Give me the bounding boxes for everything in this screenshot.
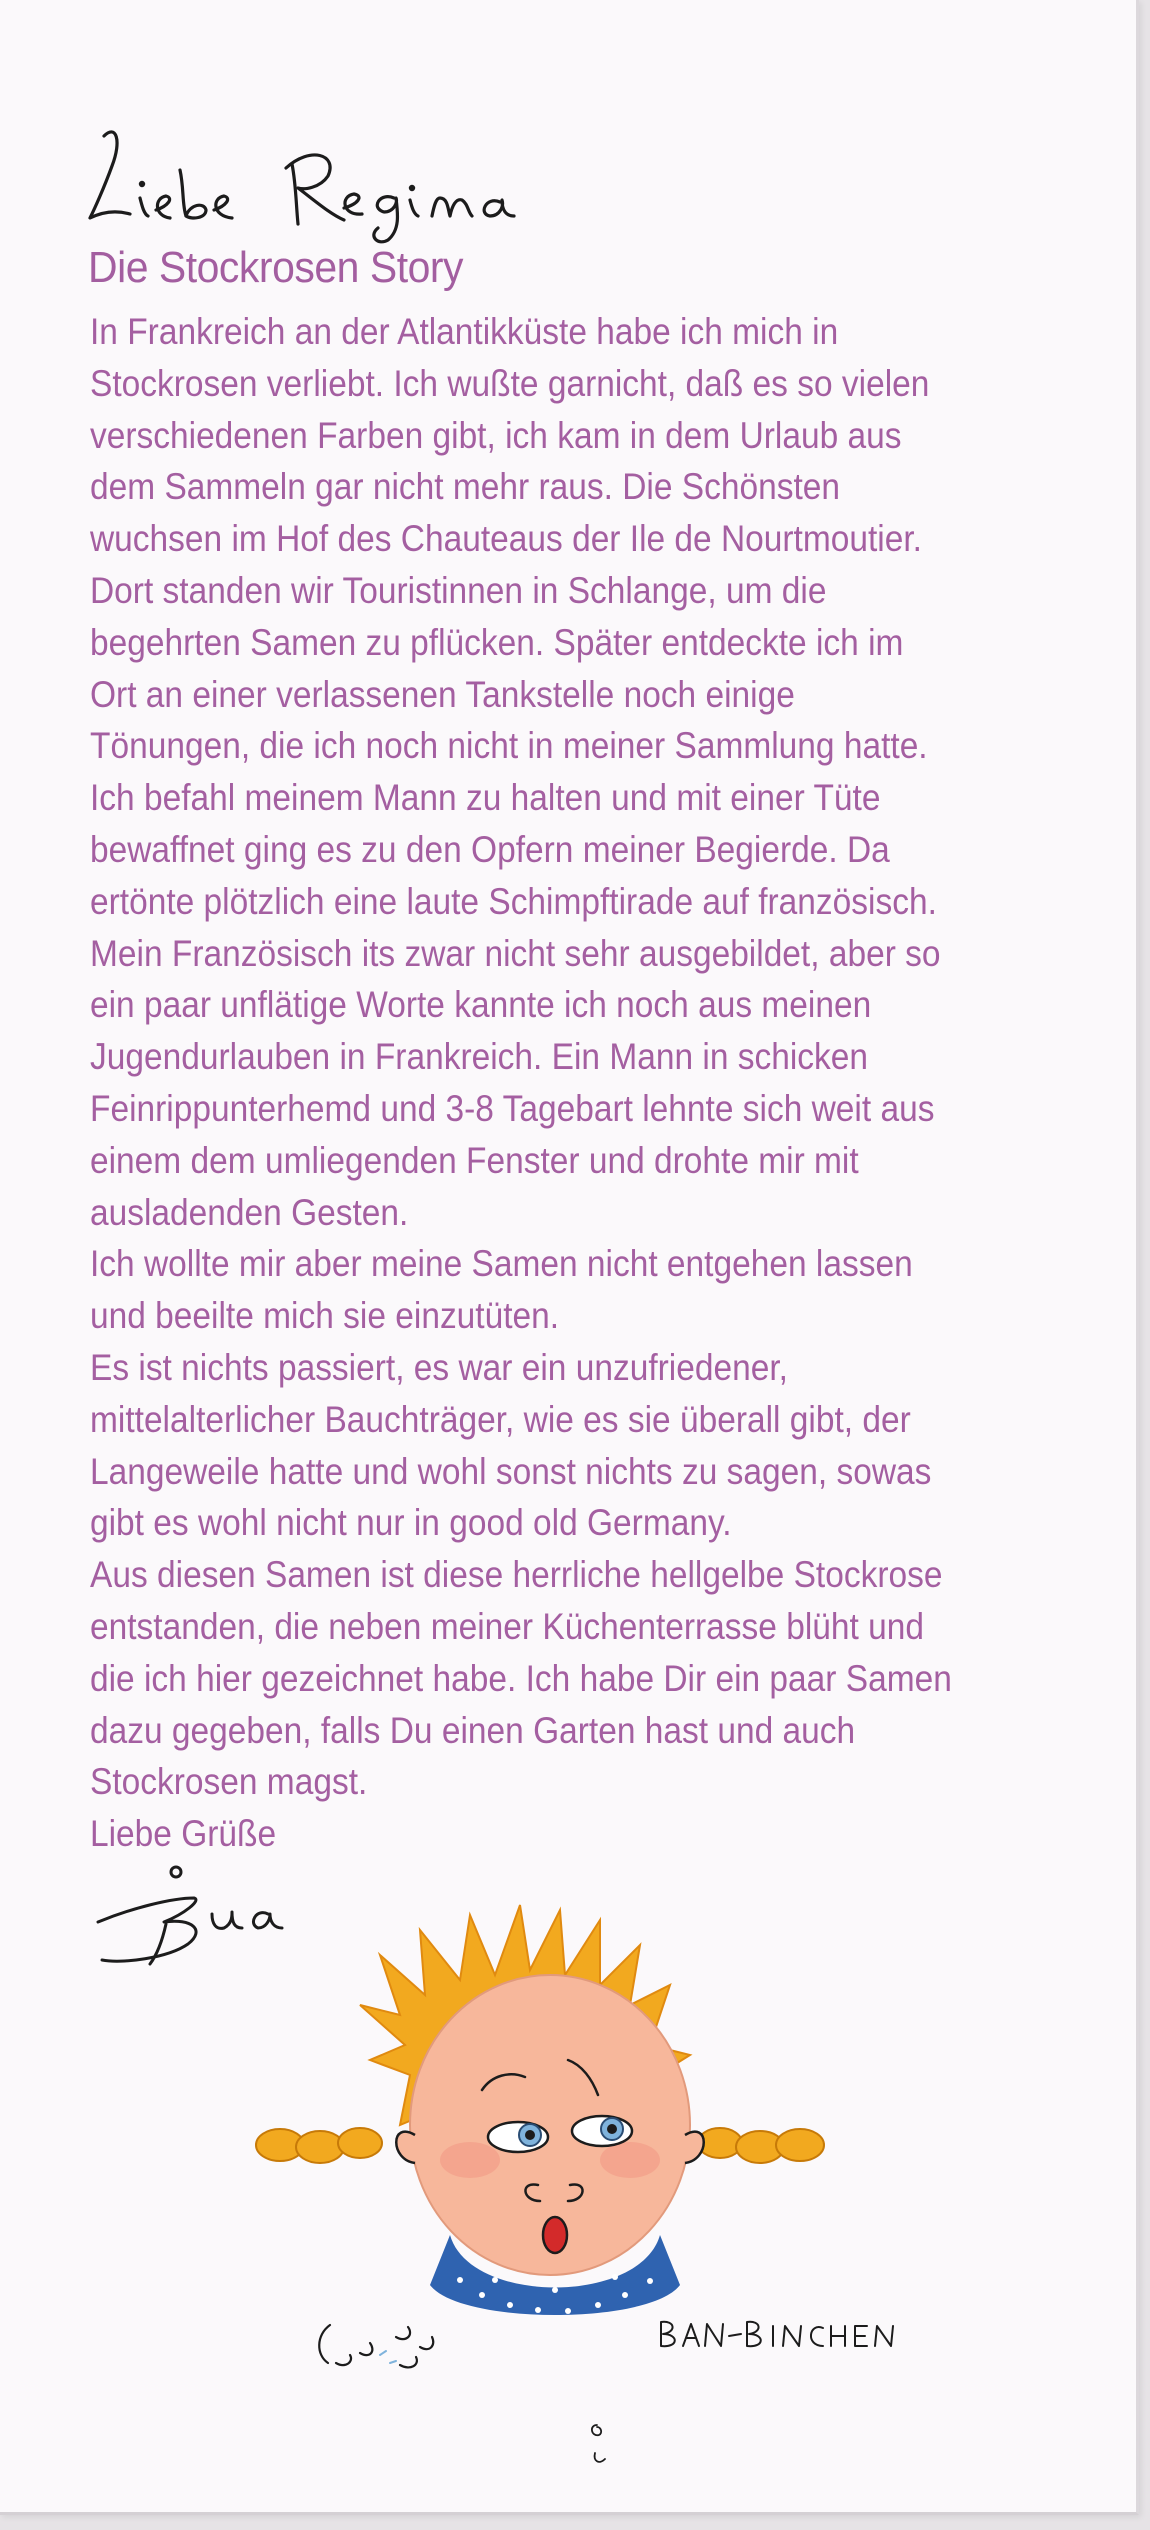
story-line: ertönte plötzlich eine laute Schimpftirade auf französisch. <box>90 880 937 922</box>
story-line: dem Sammeln gar nicht mehr raus. Die Schönsten <box>90 466 841 508</box>
story-line: Stockrosen verliebt. Ich wußte garnicht, daß es so vielen <box>90 362 930 404</box>
story-line: ein paar unflätige Worte kannte ich noch aus meinen <box>90 984 872 1026</box>
story-line: Ich wollte mir aber meine Samen nicht entgehen lassen <box>90 1243 913 1285</box>
story-line: In Frankreich an der Atlantikküste habe ich mich in <box>90 311 839 352</box>
cartoon-girl-illustration <box>220 1885 940 2475</box>
story-line: und beeilte mich sie einzutüten. <box>90 1295 560 1337</box>
story-line: wuchsen im Hof des Chauteaus der Ile de Nourtmoutier. <box>90 518 922 560</box>
story-line: ausladenden Gesten. <box>90 1191 409 1233</box>
story-line: entstanden, die neben meiner Küchenterrasse blüht und <box>90 1605 924 1647</box>
handwritten-greeting-drawing <box>82 118 602 248</box>
story-line: dazu gegeben, falls Du einen Garten hast und auch <box>90 1709 856 1751</box>
story-line: einem dem umliegenden Fenster und drohte mir mit <box>90 1139 859 1181</box>
story-line: begehrten Samen zu pflücken. Später entdeckte ich im <box>90 621 904 663</box>
story-line: bewaffnet ging es zu den Opfern meiner Begierde. Da <box>90 828 890 870</box>
pencil-marks <box>585 2415 625 2475</box>
story-line: mittelalterlicher Bauchträger, wie es sie überall gibt, der <box>90 1398 911 1440</box>
story-line: Langeweile hatte und wohl sonst nichts zu sagen, sowas <box>90 1450 932 1492</box>
story-line: gibt es wohl nicht nur in good old Germany. <box>90 1502 732 1544</box>
story-line: Aus diesen Samen ist diese herrliche hellgelbe Stockrose <box>90 1554 943 1596</box>
cartoon-girl-drawing <box>220 1885 940 2475</box>
story-line: Tönungen, die ich noch nicht in meiner Sammlung hatte. <box>90 725 928 767</box>
story-line: Es ist nichts passiert, es war ein unzufriedener, <box>90 1346 788 1388</box>
drawing-caption <box>655 2314 925 2354</box>
story-line: Feinrippunterhemd und 3-8 Tagebart lehnte sich weit aus <box>90 1087 935 1129</box>
story-line: Ich befahl meinem Mann zu halten und mit einer Tüte <box>90 777 881 819</box>
story-line: Jugendurlauben in Frankreich. Ein Mann in schicken <box>90 1036 869 1078</box>
story-line: verschiedenen Farben gibt, ich kam in dem Urlaub aus <box>90 414 902 456</box>
story-text <box>90 306 1120 1860</box>
story-line: Stockrosen magst. <box>90 1761 368 1803</box>
drawing-caption-lettering <box>655 2314 925 2354</box>
story-line: Mein Französisch its zwar nicht sehr ausgebildet, aber so <box>90 932 941 974</box>
story-line: Liebe Grüße <box>90 1813 277 1855</box>
story-line: Dort standen wir Touristinnen in Schlange, um die <box>90 569 827 611</box>
story-title: Die Stockrosen Story <box>88 243 464 292</box>
handwritten-greeting <box>82 118 602 248</box>
pencil-marks-drawing <box>585 2415 625 2475</box>
story-line: die ich hier gezeichnet habe. Ich habe Dir ein paar Samen <box>90 1657 952 1699</box>
story-line: Ort an einer verlassenen Tankstelle noch einige <box>90 673 795 715</box>
